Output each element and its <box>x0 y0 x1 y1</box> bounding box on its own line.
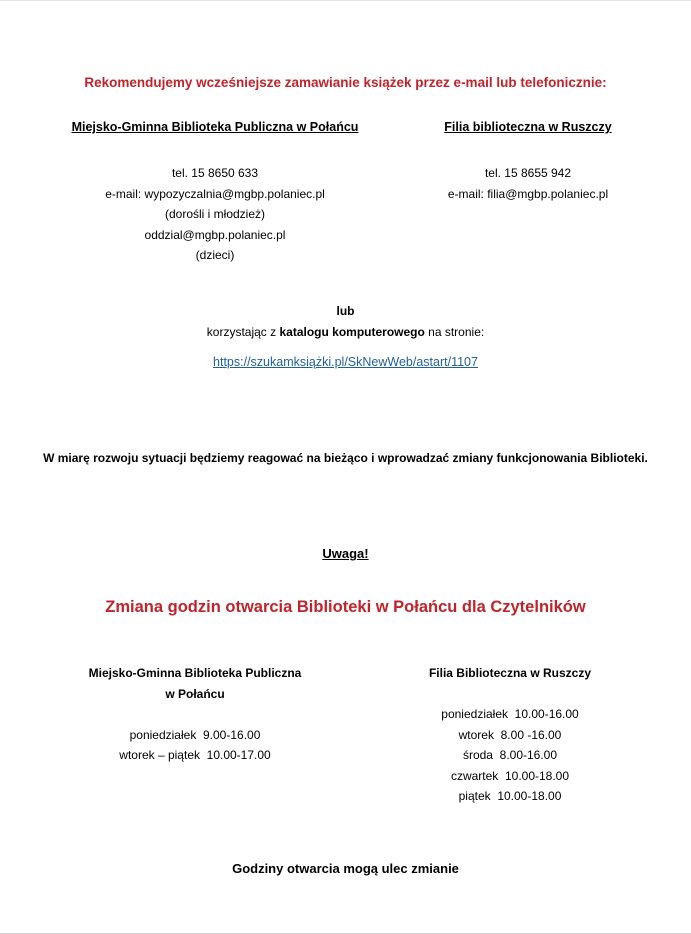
branch-phone: tel. 15 8655 942 <box>484 166 572 180</box>
branch-hours-row: poniedziałek 10.00-16.00 <box>441 707 579 721</box>
attention-label: Uwaga! <box>322 546 369 561</box>
situation-notice: W miarę rozwoju sytuacji będziemy reagować na bieżąco i wprowadzać zmiany funkcjonowania Biblioteki. <box>43 451 648 465</box>
main-phone: tel. 15 8650 633 <box>171 166 259 180</box>
spacer <box>40 704 350 725</box>
alternative-block <box>0 301 691 342</box>
branch-hours-row: piątek 10.00-18.00 <box>458 789 562 803</box>
main-email-children: oddzial@mgbp.polaniec.pl <box>144 227 286 242</box>
catalog-text-after: na stronie: <box>424 324 485 339</box>
main-hours-title-line1: Miejsko-Gminna Biblioteka Publiczna <box>88 666 302 680</box>
main-library-contacts <box>40 163 390 266</box>
branch-library-contacts <box>410 163 646 204</box>
branch-library-hours <box>370 663 650 807</box>
branch-hours-row: wtorek 8.00 -16.00 <box>458 727 562 742</box>
intro-heading: Rekomendujemy wcześniejsze zamawianie książek przez e-mail lub telefonicznie: <box>84 75 607 90</box>
branch-hours-title: Filia Biblioteczna w Ruszczy <box>428 666 592 680</box>
main-library-hours <box>40 663 350 766</box>
main-email-adults: e-mail: wypozyczalnia@mgbp.polaniec.pl <box>105 186 325 201</box>
main-email-adults-note: (dorośli i młodzież) <box>164 207 266 221</box>
main-email-children-note: (dzieci) <box>195 248 235 262</box>
branch-email: e-mail: filia@mgbp.polaniec.pl <box>447 186 609 201</box>
footer-note: Godziny otwarcia mogą ulec zmianie <box>232 861 459 876</box>
catalog-sentence <box>0 322 691 343</box>
branch-library-contact-title: Filia biblioteczna w Ruszczy <box>444 120 612 134</box>
opening-hours-heading: Zmiana godzin otwarcia Biblioteki w Połańcu dla Czytelników <box>105 598 586 616</box>
catalog-link[interactable]: https://szukamksiążki.pl/SkNewWeb/astart/1107 <box>213 355 478 369</box>
or-label: lub <box>336 304 355 318</box>
main-hours-row: wtorek – piątek 10.00-17.00 <box>119 748 271 762</box>
branch-hours-row: czwartek 10.00-18.00 <box>450 768 570 783</box>
main-hours-title-line2: w Połańcu <box>165 686 225 701</box>
branch-hours-row: środa 8.00-16.00 <box>462 748 558 762</box>
spacer <box>370 684 650 705</box>
main-library-contact-title: Miejsko-Gminna Biblioteka Publiczna w Połańcu <box>71 120 359 134</box>
catalog-text-bold: katalogu komputerowego <box>279 324 425 339</box>
catalog-text-before: korzystając z <box>206 324 280 339</box>
main-hours-row: poniedziałek 9.00-16.00 <box>129 727 261 742</box>
